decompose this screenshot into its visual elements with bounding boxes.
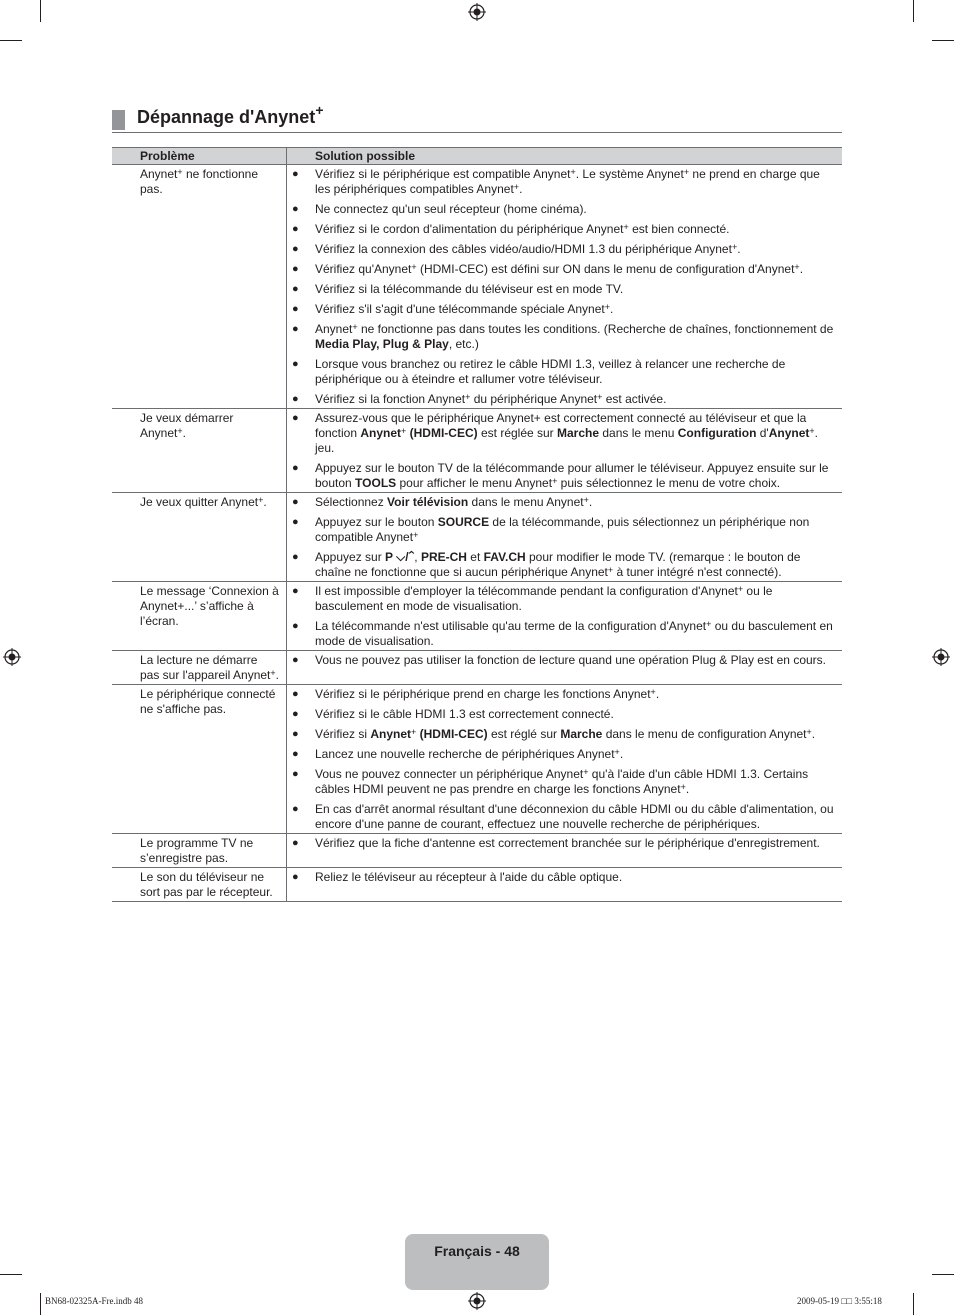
text-run: qu'à l'aide d'un câble HDMI 1.3. Certains câbles HDMI peuvent ne pas prendre en charge les fonctions Anynet [315, 767, 809, 796]
problem-cell [112, 834, 287, 868]
text-run: Lorsque vous branchez ou retirez le câble HDMI 1.3, veillez à relancer une recherche de périphérique ou à éteindre et rallumer votre téléviseur. [315, 357, 786, 386]
text-run: . [182, 426, 186, 440]
superscript-plus: + [597, 392, 603, 402]
bold-text-run: FAV.CH [483, 550, 526, 564]
text-run: Il est impossible d'employer la télécommande pendant la configuration d'Anynet [315, 584, 738, 598]
text-run: . [685, 782, 690, 796]
registration-mark-icon [468, 1292, 486, 1310]
text-run: Vérifiez la connexion des câbles vidéo/audio/HDMI 1.3 du périphérique Anynet [315, 242, 732, 256]
table-row [112, 651, 842, 685]
text-run: Le programme TV ne s’enregistre pas. [140, 836, 254, 865]
list-item [287, 392, 838, 407]
bullet-icon: ● [292, 223, 299, 235]
solution-list [287, 584, 838, 649]
bullet-icon: ● [292, 393, 299, 405]
title-marker-bar [112, 110, 125, 130]
solution-cell [287, 409, 843, 493]
section-title-plus: + [315, 102, 324, 118]
bold-text-run: Anynet [768, 426, 810, 440]
page-label: Français - 48 [434, 1243, 520, 1259]
superscript-plus: + [270, 668, 276, 678]
bullet-icon: ● [292, 323, 299, 335]
text-run: Vérifiez s'il s'agit d'une télécommande spéciale Anynet [315, 302, 605, 316]
list-item [287, 619, 838, 649]
text-run: La lecture ne démarre pas sur l'appareil Anynet [140, 653, 271, 682]
list-item [287, 461, 838, 491]
text-run: Vérifiez si le périphérique est compatible Anynet [315, 167, 571, 181]
text-run: ne fonctionne pas. [140, 167, 259, 196]
table-row [112, 493, 842, 582]
text-run: ne prend en charge que les périphériques compatibles Anynet [315, 167, 820, 196]
table-row [112, 165, 842, 409]
text-run: Vérifiez si [315, 727, 371, 741]
list-item [287, 495, 838, 510]
text-run: pour afficher le menu Anynet [396, 476, 553, 490]
superscript-plus: + [513, 182, 520, 192]
text-run: . [737, 242, 741, 256]
superscript-plus: + [806, 727, 812, 737]
text-run: Le son du téléviseur ne sort pas par le récepteur. [140, 870, 273, 899]
list-item [287, 727, 838, 742]
text-run: , [414, 550, 421, 564]
list-item [287, 302, 838, 317]
bullet-icon: ● [292, 243, 299, 255]
text-run: Lancez une nouvelle recherche de périphériques Anynet [315, 747, 615, 761]
table-body [112, 165, 842, 902]
text-run: pour modifier le mode TV. (remarque : le bouton de chaîne ne fonctionne que si aucun périphérique Anynet [315, 550, 801, 579]
bullet-icon: ● [292, 168, 299, 180]
text-run: d' [756, 426, 769, 440]
solution-cell [287, 493, 843, 582]
text-run: Vérifiez si la fonction Anynet [315, 392, 466, 406]
list-item [287, 870, 838, 885]
superscript-plus: + [623, 222, 629, 232]
list-item [287, 202, 838, 217]
superscript-plus: + [731, 242, 738, 252]
text-run: Anynet [315, 322, 353, 336]
text-run: Sélectionnez [315, 495, 388, 509]
superscript-plus: + [552, 476, 558, 486]
text-run: est réglée sur [477, 426, 558, 440]
solution-cell [287, 834, 843, 868]
text-run: Le périphérique connecté ne s'affiche pas. [140, 687, 276, 716]
solution-list [287, 167, 838, 407]
crop-mark-top-left-v [40, 0, 41, 22]
text-run: Vérifiez si le câble HDMI 1.3 est correctement connecté. [315, 707, 614, 721]
bullet-icon: ● [292, 358, 299, 370]
header-solution: Solution possible [287, 148, 843, 165]
registration-mark-icon [3, 648, 21, 666]
bullet-icon: ● [292, 496, 299, 508]
text-run: En cas d'arrêt anormal résultant d'une déconnexion du câble HDMI ou du câble d'alimentation, ou encore d'une panne de courant, effectuez une nouvelle recherche de périphériques. [315, 802, 834, 831]
table-row [112, 834, 842, 868]
crop-mark-top-right-h [932, 40, 954, 41]
superscript-plus: + [583, 495, 589, 505]
superscript-plus: + [680, 782, 686, 792]
list-item [287, 262, 838, 277]
text-run: Reliez le téléviseur au récepteur à l'aide du câble optique. [315, 870, 623, 884]
table-header-row [112, 148, 842, 165]
list-item [287, 550, 838, 580]
superscript-plus: + [650, 687, 656, 697]
bullet-icon: ● [292, 585, 299, 597]
bullet-icon: ● [292, 768, 299, 780]
superscript-plus: + [352, 322, 358, 332]
crop-mark-bottom-left-v [40, 1293, 41, 1315]
solution-list [287, 870, 838, 885]
text-run: dans le menu [599, 426, 678, 440]
text-run: Je veux démarrer Anynet [140, 411, 234, 440]
text-run: ne fonctionne pas dans toutes les conditions. (Recherche de chaînes, fonctionnement de [357, 322, 834, 336]
bullet-icon: ● [292, 551, 299, 563]
bold-text-run: SOURCE [437, 515, 490, 529]
solution-cell [287, 651, 843, 685]
bold-text-run: TOOLS [355, 476, 397, 490]
solution-cell [287, 685, 843, 834]
bullet-icon: ● [292, 203, 299, 215]
text-run: de la télécommande, puis sélectionnez un périphérique non compatible Anynet [315, 515, 810, 544]
list-item [287, 747, 838, 762]
text-run: . [588, 495, 593, 509]
superscript-plus: + [607, 565, 614, 575]
superscript-plus: + [411, 262, 417, 272]
table-row [112, 685, 842, 834]
problem-cell [112, 409, 287, 493]
solution-list [287, 653, 838, 668]
text-run: est activée. [602, 392, 667, 406]
bullet-icon: ● [292, 728, 299, 740]
list-item [287, 653, 838, 668]
bullet-icon: ● [292, 263, 299, 275]
superscript-plus: + [737, 584, 744, 594]
problem-cell [112, 582, 287, 651]
superscript-plus: + [413, 530, 419, 540]
bullet-icon: ● [292, 303, 299, 315]
text-run: . [655, 687, 660, 701]
registration-mark-icon [932, 648, 950, 666]
bullet-icon: ● [292, 516, 299, 528]
text-run: . [263, 495, 267, 509]
text-run: dans le menu Anynet [468, 495, 584, 509]
text-run: du périphérique Anynet [470, 392, 598, 406]
bold-text-run: (HDMI-CEC) [416, 727, 488, 741]
table-row [112, 582, 842, 651]
text-run: Vérifiez qu'Anynet [315, 262, 412, 276]
bullet-icon: ● [292, 748, 299, 760]
list-item [287, 767, 838, 797]
problem-cell [112, 165, 287, 409]
crop-mark-top-left-h [0, 40, 22, 41]
list-item [287, 584, 838, 614]
text-run: . [609, 302, 614, 316]
text-run: . [619, 747, 624, 761]
text-run: Anynet [140, 167, 178, 181]
superscript-plus: + [809, 426, 815, 436]
section-title [137, 102, 324, 128]
text-run: . [275, 668, 279, 682]
text-run: Assurez-vous que le périphérique Anynet+ est correctement connecté au téléviseur et que la fonction [315, 411, 807, 440]
text-run: est bien connecté. [628, 222, 730, 236]
text-run: Vous ne pouvez pas utiliser la fonction de lecture quand une opération Plug & Play est en cours. [315, 653, 826, 667]
text-run: Vous ne pouvez connecter un périphérique Anynet [315, 767, 584, 781]
solution-cell [287, 868, 843, 902]
list-item [287, 222, 838, 237]
bullet-icon: ● [292, 412, 299, 424]
crop-mark-bottom-left-h [0, 1274, 22, 1275]
text-run: et [466, 550, 484, 564]
list-item [287, 687, 838, 702]
bold-text-run: Anynet [370, 727, 412, 741]
problem-cell [112, 651, 287, 685]
text-run: ou le basculement en mode de visualisation. [315, 584, 773, 613]
superscript-plus: + [401, 426, 407, 436]
text-run: Vérifiez si le cordon d'alimentation du périphérique Anynet [315, 222, 624, 236]
list-item [287, 167, 838, 197]
bold-text-run: P ⌵/⌃ [385, 550, 415, 564]
text-run: . Le système Anynet [575, 167, 684, 181]
crop-mark-bottom-right-v [913, 1293, 914, 1315]
text-run: Le message ‘Connexion à Anynet+...’ s’affiche à l’écran. [140, 584, 279, 628]
text-run: est réglé sur [487, 727, 561, 741]
text-run: (HDMI-CEC) est défini sur ON dans le menu de configuration d'Anynet [416, 262, 795, 276]
list-item [287, 836, 838, 851]
superscript-plus: + [177, 426, 183, 436]
text-run: , etc.) [448, 337, 479, 351]
superscript-plus: + [570, 167, 576, 177]
table-row [112, 868, 842, 902]
text-run: Vérifiez si la télécommande du téléviseur est en mode TV. [315, 282, 624, 296]
text-run: puis sélectionnez le menu de votre choix. [557, 476, 781, 490]
superscript-plus: + [465, 392, 471, 402]
text-run: . jeu. [315, 426, 819, 455]
bullet-icon: ● [292, 654, 299, 666]
text-run: ou du basculement en mode de visualisation. [315, 619, 833, 648]
solution-list [287, 687, 838, 832]
superscript-plus: + [258, 495, 264, 505]
bold-text-run: Marche [557, 426, 600, 440]
date-info: 2009-05-19 □□ 3:55:18 [797, 1296, 882, 1306]
bold-text-run: Anynet [360, 426, 402, 440]
page-number-tab [405, 1234, 549, 1290]
bullet-icon: ● [292, 462, 299, 474]
text-run: Appuyez sur [315, 550, 386, 564]
text-run: Appuyez sur le bouton [315, 515, 438, 529]
bullet-icon: ● [292, 837, 299, 849]
superscript-plus: + [683, 167, 690, 177]
bold-text-run: Voir télévision [387, 495, 469, 509]
bold-text-run: Configuration [677, 426, 757, 440]
file-info: BN68-02325A-Fre.indb 48 [45, 1296, 143, 1306]
registration-mark-icon [468, 3, 486, 21]
header-problem: Problème [112, 148, 287, 165]
superscript-plus: + [177, 167, 183, 177]
list-item [287, 357, 838, 387]
text-run: . [799, 262, 804, 276]
bullet-icon: ● [292, 708, 299, 720]
bullet-icon: ● [292, 620, 299, 632]
text-run: Vérifiez si le périphérique prend en charge les fonctions Anynet [315, 687, 651, 701]
solution-list [287, 495, 838, 580]
solution-list [287, 836, 838, 851]
bullet-icon: ● [292, 688, 299, 700]
text-run: dans le menu de configuration Anynet [602, 727, 807, 741]
bullet-icon: ● [292, 871, 299, 883]
section-title-text: Dépannage d'Anynet [137, 107, 316, 127]
list-item [287, 707, 838, 722]
superscript-plus: + [794, 262, 800, 272]
list-item [287, 802, 838, 832]
solution-cell [287, 165, 843, 409]
list-item [287, 282, 838, 297]
text-run: à tuner intégré n'est connecté). [613, 565, 782, 579]
text-run: . [519, 182, 523, 196]
superscript-plus: + [614, 747, 620, 757]
crop-mark-top-right-v [913, 0, 914, 22]
table-row [112, 409, 842, 493]
text-run: Appuyez sur le bouton TV de la télécommande pour allumer le téléviseur. Appuyez ensuite sur le bouton [315, 461, 829, 490]
superscript-plus: + [604, 302, 610, 312]
problem-cell [112, 685, 287, 834]
superscript-plus: + [706, 619, 712, 629]
superscript-plus: + [411, 727, 417, 737]
list-item [287, 242, 838, 257]
text-run: Vérifiez que la fiche d'antenne est correctement branchée sur le périphérique d'enregistrement. [315, 836, 820, 850]
list-item [287, 411, 838, 456]
bold-text-run: Marche [560, 727, 603, 741]
bold-text-run: PRE-CH [420, 550, 467, 564]
bold-text-run: Media Play, Plug & Play [315, 337, 449, 351]
crop-mark-bottom-right-h [932, 1274, 954, 1275]
text-run: . [811, 727, 816, 741]
troubleshooting-table [112, 147, 842, 902]
list-item [287, 515, 838, 545]
bullet-icon: ● [292, 803, 299, 815]
solution-list [287, 411, 838, 491]
bullet-icon: ● [292, 283, 299, 295]
list-item [287, 322, 838, 352]
section-header [112, 102, 842, 133]
problem-cell [112, 493, 287, 582]
bold-text-run: (HDMI-CEC) [406, 426, 478, 440]
text-run: La télécommande n'est utilisable qu'au terme de la configuration d'Anynet [315, 619, 707, 633]
superscript-plus: + [583, 767, 589, 777]
problem-cell [112, 868, 287, 902]
solution-cell [287, 582, 843, 651]
text-run: Ne connectez qu'un seul récepteur (home cinéma). [315, 202, 587, 216]
text-run: Je veux quitter Anynet [140, 495, 259, 509]
